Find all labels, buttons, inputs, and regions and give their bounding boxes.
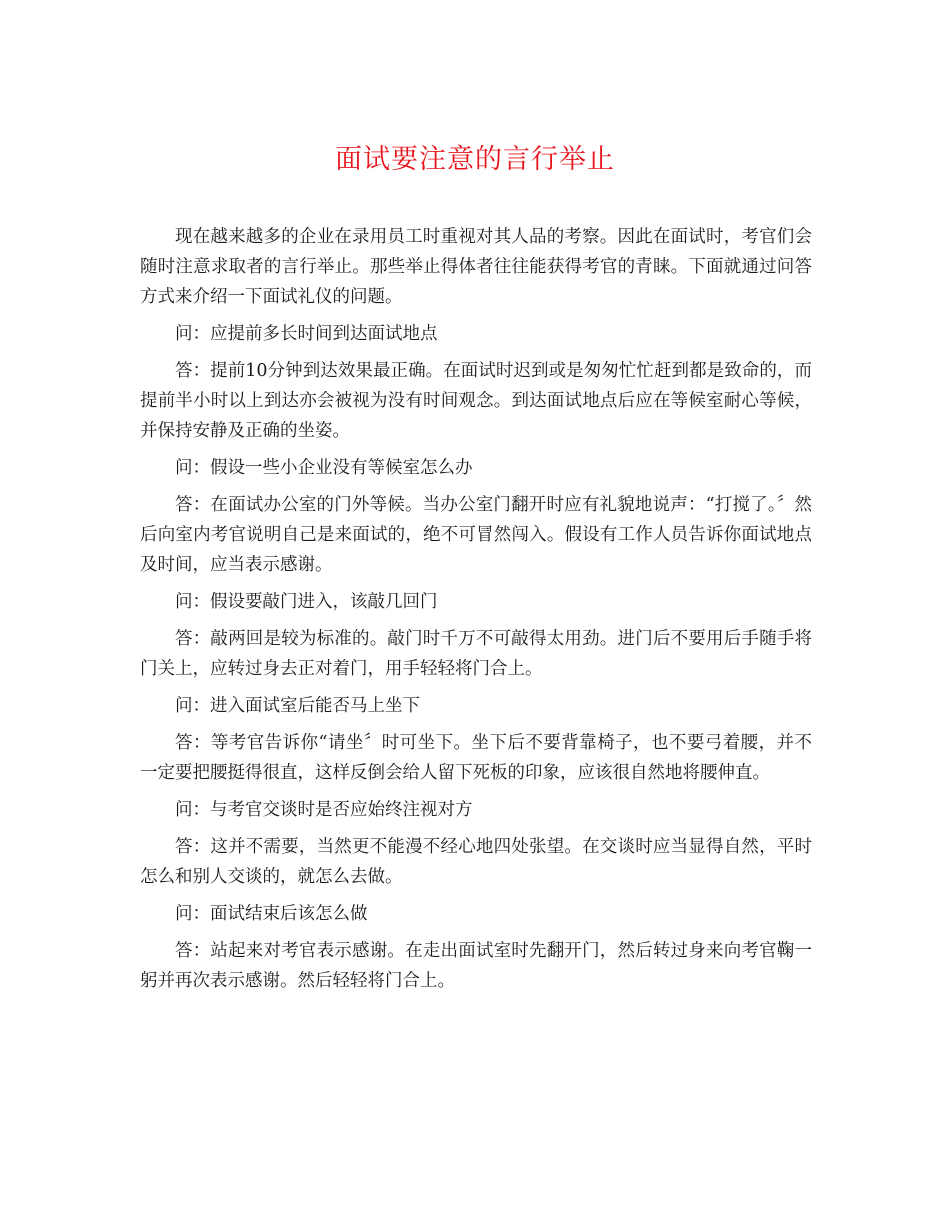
answer-paragraph: 答：这并不需要，当然更不能漫不经心地四处张望。在交谈时应当显得自然，平时怎么和别人交谈的，就怎么去做。	[140, 837, 812, 887]
question-paragraph: 问：假设一些小企业没有等候室怎么办	[175, 458, 473, 478]
question-paragraph: 问：假设要敲门进入，该敲几回门	[175, 592, 438, 612]
document-body	[140, 222, 812, 1003]
document-title: 面试要注意的言行举止	[335, 144, 615, 175]
answer-paragraph: 答：提前10分钟到达效果最正确。在面试时迟到或是匆匆忙忙赶到都是致命的，而提前半小时以上到达亦会被视为没有时间观念。到达面试地点后应在等候室耐心等候，并保持安静及正确的坐姿。	[140, 361, 812, 441]
answer-paragraph: 答：在面试办公室的门外等候。当办公室门翻开时应有礼貌地说声：“打搅了。〞然后向室内考官说明自己是来面试的，绝不可冒然闯入。假设有工作人员告诉你面试地点及时间，应当表示感谢。	[140, 495, 812, 575]
answer-paragraph: 答：等考官告诉你“请坐〞时可坐下。坐下后不要背靠椅子，也不要弓着腰，并不一定要把腰挺得很直，这样反倒会给人留下死板的印象，应该很自然地将腰伸直。	[140, 733, 812, 783]
question-paragraph: 问：应提前多长时间到达面试地点	[175, 324, 438, 344]
intro-paragraph: 现在越来越多的企业在录用员工时重视对其人品的考察。因此在面试时，考官们会随时注意求取者的言行举止。那些举止得体者往往能获得考官的青睐。下面就通过问答方式来介绍一下面试礼仪的问题。	[140, 227, 812, 307]
question-paragraph: 问：与考官交谈时是否应始终注视对方	[175, 800, 473, 820]
question-paragraph: 问：进入面试室后能否马上坐下	[175, 696, 420, 716]
answer-paragraph: 答：站起来对考官表示感谢。在走出面试室时先翻开门，然后转过身来向考官鞠一躬并再次表示感谢。然后轻轻将门合上。	[140, 941, 812, 991]
question-paragraph: 问：面试结束后该怎么做	[175, 904, 368, 924]
answer-paragraph: 答：敲两回是较为标准的。敲门时千万不可敲得太用劲。进门后不要用后手随手将门关上，应转过身去正对着门，用手轻轻将门合上。	[140, 629, 812, 679]
